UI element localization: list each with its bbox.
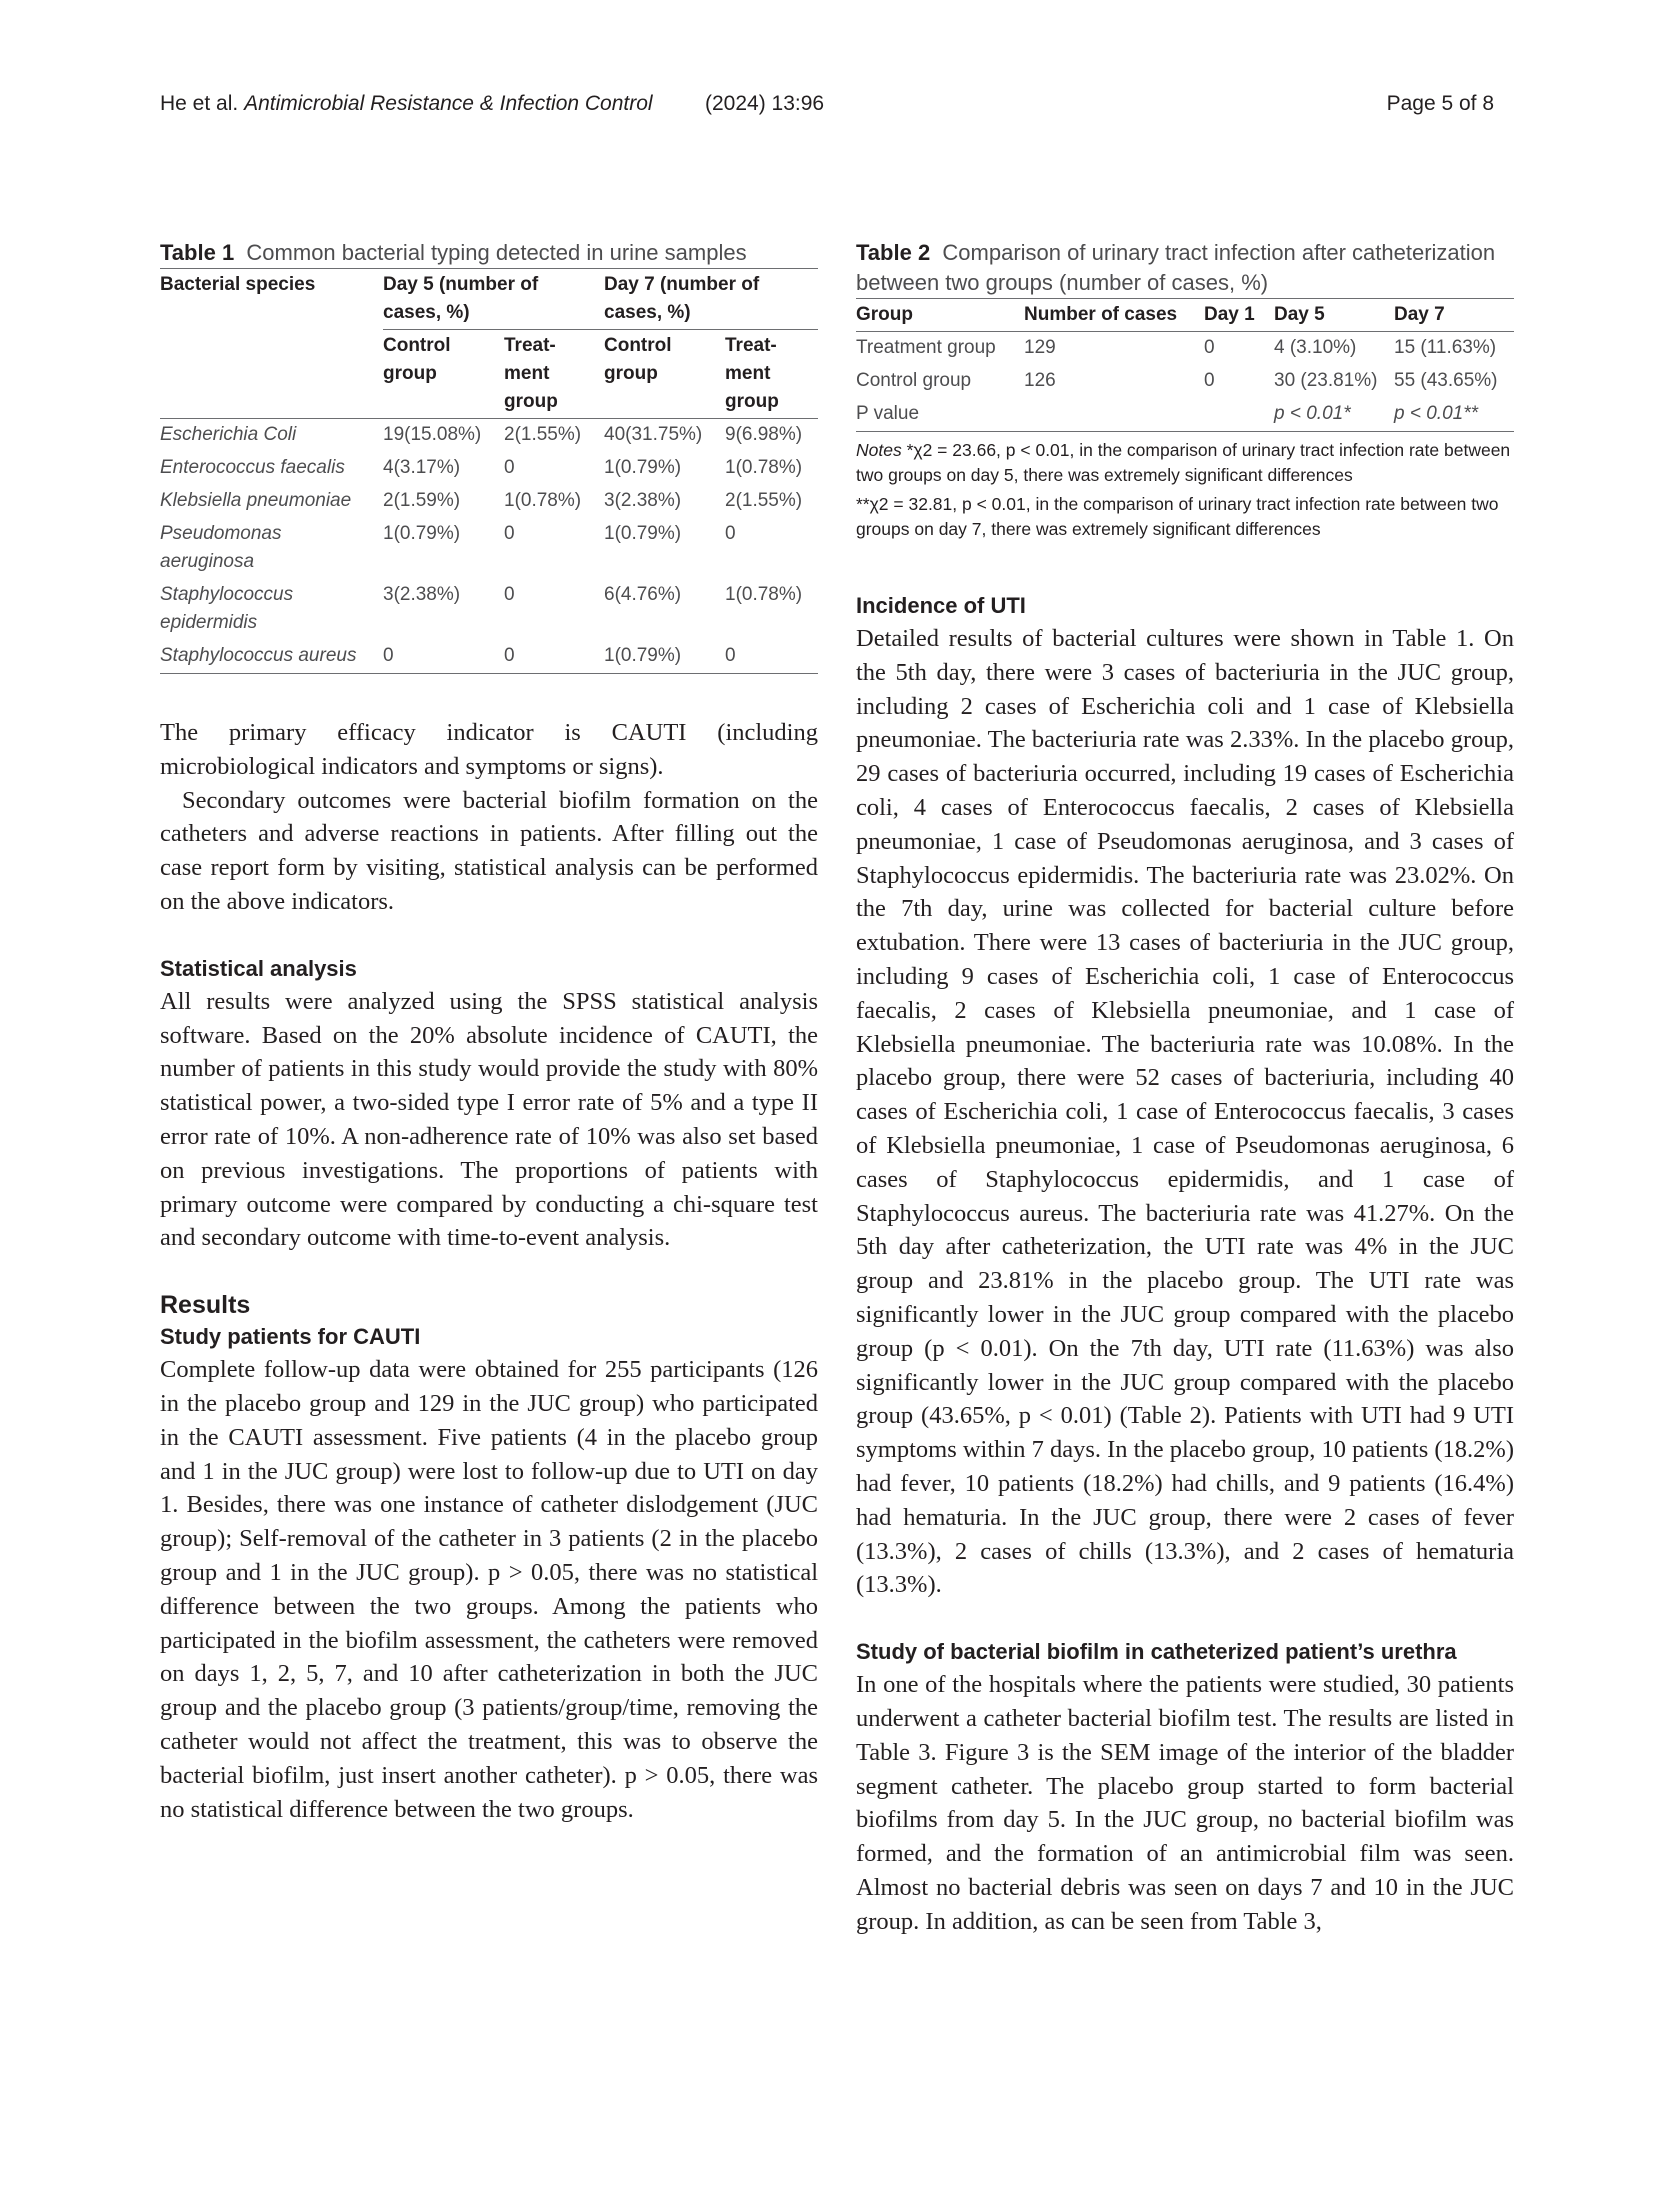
table2-cell: 0 [1204, 370, 1215, 391]
table2-cell: P value [856, 398, 1024, 432]
table1-cell: 0 [504, 457, 515, 478]
heading-study-patients: Study patients for CAUTI [160, 1324, 421, 1350]
table1-cell: 0 [725, 640, 818, 674]
table2-cell: 0 [1204, 337, 1215, 358]
paragraph-statistical-analysis: All results were analyzed using the SPSS statistical analysis software. Based on the 20% absolute incidence of CAUTI, the number of patients in this study would provide the study with 80% statistical power, a two-sided type I error rate of 5% and a type II error rate of 10%. A non-adherence rate of 10% was also set based on previous investigations. The proportions of patients with primary outcome were compared by conducting a chi-square test and secondary outcome with time-to-event analysis. [160, 987, 818, 1252]
table2-col-day7: Day 7 [1394, 299, 1514, 332]
table2-col-day5: Day 5 [1274, 299, 1394, 332]
table1-cell: 2(1.55%) [725, 490, 803, 511]
heading-bacterial-biofilm: Study of bacterial biofilm in catheterized patient’s urethra [856, 1639, 1457, 1665]
table1-cell: 1(0.78%) [725, 457, 803, 478]
table1-cell: 3(2.38%) [604, 490, 682, 511]
table1-sub-control-day7: Control group [604, 330, 725, 419]
table1-cell: 2(1.55%) [504, 424, 582, 445]
table1-sub-control-day5: Control group [383, 330, 504, 419]
table2-cell [1204, 398, 1274, 432]
table2-cell [1024, 398, 1204, 432]
journal-citation [160, 92, 653, 116]
table2-label: Table 2 [856, 240, 931, 265]
table1 [160, 268, 818, 674]
table1-col-day5: Day 5 (number of cases, %) [383, 269, 604, 330]
table1-cell: 0 [725, 523, 736, 544]
table1-cell: 1(0.79%) [383, 523, 461, 544]
table2-header-row [856, 299, 1514, 332]
table2-note2: **χ2 = 32.81, p < 0.01, in the comparison of urinary tract infection rate between two groups on day 7, there was extremely significant differences [856, 494, 1499, 539]
table1-cell: 3(2.38%) [383, 584, 461, 605]
table2-col-group: Group [856, 299, 1024, 332]
table1-cell: 6(4.76%) [604, 584, 682, 605]
table-row [160, 452, 818, 485]
table1-caption [160, 238, 818, 268]
table1-cell: Staphylococcus aureus [160, 640, 383, 674]
table1-col-species: Bacterial species [160, 269, 383, 330]
table1-cell: 1(0.79%) [604, 523, 682, 544]
table2-cell: p < 0.01* [1274, 398, 1394, 432]
table-row [856, 365, 1514, 398]
table1-cell: 19(15.08%) [383, 424, 482, 445]
table1-cell: 4(3.17%) [383, 457, 461, 478]
table1-cell: 0 [504, 640, 604, 674]
table2-cell: Treatment group [856, 337, 996, 358]
table1-cell: 1(0.79%) [604, 457, 682, 478]
table-row [160, 485, 818, 518]
header-authors: He et al. [160, 92, 239, 115]
table-row [160, 419, 818, 453]
table1-sub-treatment-day7: Treat-ment group [725, 330, 818, 419]
table1-cell: Enterococcus faecalis [160, 457, 345, 478]
right-column [856, 238, 1514, 1938]
table2-cell: 129 [1024, 337, 1056, 358]
page-number: Page 5 of 8 [1386, 92, 1494, 115]
table-row [160, 518, 818, 579]
paragraph-secondary-outcomes: Secondary outcomes were bacterial biofilm formation on the catheters and adverse reactions in patients. After filling out the case report form by visiting, statistical analysis can be performed on the above indicators. [160, 786, 818, 915]
table-row [856, 332, 1514, 366]
table1-cell: 2(1.59%) [383, 490, 461, 511]
table2-notes [856, 438, 1514, 488]
paragraph-bacterial-biofilm: In one of the hospitals where the patients were studied, 30 patients underwent a catheter bacterial biofilm test. The results are listed in Table 3. Figure 3 is the SEM image of the interior of the bladder segment catheter. The placebo group started to form bacterial biofilms from day 5. In the JUC group, no bacterial biofilm was formed, and the formation of an antimicrobial film was seen. Almost no bacterial debris was seen on days 7 and 10 in the JUC group. In addition, as can be seen from Table 3, [856, 1671, 1514, 1935]
heading-incidence-uti: Incidence of UTI [856, 593, 1026, 618]
header-year-ref: (2024) 13:96 [705, 92, 825, 115]
heading-results: Results [160, 1291, 251, 1320]
table1-cell: 40(31.75%) [604, 424, 703, 445]
table2-notes-label: Notes [856, 440, 902, 460]
table2-note1: *χ2 = 23.66, p < 0.01, in the comparison of urinary tract infection rate between two groups on day 5, there was extremely significant differences [856, 440, 1511, 485]
heading-statistical-analysis: Statistical analysis [160, 955, 357, 981]
table2-cell: 15 (11.63%) [1394, 337, 1497, 358]
table1-caption-text: Common bacterial typing detected in urine samples [246, 240, 747, 265]
table-row [160, 640, 818, 674]
table1-cell: 0 [383, 640, 504, 674]
running-header [160, 92, 1494, 122]
table1-header-row [160, 269, 818, 330]
paragraph-incidence-uti: Detailed results of bacterial cultures were shown in Table 1. On the 5th day, there were 3 cases of bacteriuria in the JUC group, including 2 cases of Escherichia coli and 1 case of Klebsiella pneumoniae. The bacteriuria rate was 2.33%. In the placebo group, 29 cases of bacteriuria occurred, including 19 cases of Escherichia coli, 4 cases of Enterococcus faecalis, 2 cases of Klebsiella pneumoniae, 1 case of Pseudomonas aeruginosa, and 3 cases of Staphylococcus epidermidis. The bacteriuria rate was 23.02%. On the 7th day, urine was collected for bacterial culture before extubation. There were 13 cases of bacteriuria in the JUC group, including 9 cases of Escherichia coli, 1 case of Enterococcus faecalis, 2 cases of Klebsiella pneumoniae, and 1 case of Klebsiella pneumoniae. The bacteriuria rate was 10.08%. In the placebo group, there were 52 cases of bacteriuria, including 40 cases of Escherichia coli, 1 case of Enterococcus faecalis, 3 cases of Klebsiella pneumoniae, 1 case of Pseudomonas aeruginosa, 6 cases of Staphylococcus epidermidis, and 1 case of Staphylococcus aureus. The bacteriuria rate was 41.27%. On the 5th day after catheterization, the UTI rate was 4% in the JUC group and 23.81% in the placebo group. The UTI rate was significantly lower in the JUC group compared with the placebo group (p < 0.01). On the 7th day, UTI rate (11.63%) was also significantly lower in the JUC group compared with the placebo group (43.65%, p < 0.01) (Table 2). Patients with UTI had 9 UTI symptoms within 7 days. In the placebo group, 10 patients (18.2%) had fever, 10 patients (18.2%) had chills, and 9 patients (16.4%) had hematuria. In the JUC group, there were 2 cases of fever (13.3%), 2 cases of chills (13.3%), and 2 cases of hematuria (13.3%). [856, 625, 1514, 1599]
table1-cell: Staphylococcus epidermidis [160, 584, 294, 633]
table1-sub-treatment-day5: Treat-ment group [504, 330, 604, 419]
table-row [856, 398, 1514, 432]
paragraph-study-patients: Complete follow-up data were obtained for 255 participants (126 in the placebo group and 129 in the JUC group) who participated in the CAUTI assessment. Five patients (4 in the placebo group and 1 in the JUC group) were lost to follow-up due to UTI on day 1. Besides, there was one instance of catheter dislodgement (JUC group); Self-removal of the catheter in 3 patients (2 in the placebo group and 1 in the JUC group). p > 0.05, there was no statistical difference between the two groups. Among the patients who participated in the biofilm assessment, the catheters were removed on days 1, 2, 5, 7, and 10 after catheterization in both the JUC group and the placebo group (3 patients/group/time, removing the catheter would not affect the treatment, this was to observe the bacterial biofilm, just insert another catheter). p > 0.05, there was no statistical difference between the two groups. [160, 1356, 818, 1823]
table1-cell: Klebsiella pneumoniae [160, 490, 352, 511]
table2-cell: p < 0.01** [1394, 398, 1514, 432]
table1-cell: 1(0.79%) [604, 640, 725, 674]
table2-caption-text: Comparison of urinary tract infection after catheterization between two groups (number of cases, %) [856, 240, 1496, 295]
table1-cell: 9(6.98%) [725, 424, 803, 445]
table1-cell: 0 [504, 584, 515, 605]
table2-col-number: Number of cases [1024, 299, 1204, 332]
table1-cell: Escherichia Coli [160, 424, 297, 445]
left-column [160, 238, 818, 1826]
table2-cell: Control group [856, 370, 972, 391]
table2-cell: 30 (23.81%) [1274, 370, 1378, 391]
table1-subheader-row [160, 330, 818, 419]
table1-cell: 1(0.78%) [504, 490, 582, 511]
table-row [160, 579, 818, 640]
table1-cell: Pseudomonas aeruginosa [160, 523, 282, 572]
table2-col-day1: Day 1 [1204, 299, 1274, 332]
header-journal: Antimicrobial Resistance & Infection Control [244, 92, 653, 115]
table2-cell: 55 (43.65%) [1394, 370, 1498, 391]
table2-cell: 126 [1024, 370, 1056, 391]
paragraph-primary-efficacy: The primary efficacy indicator is CAUTI (including microbiological indicators and symptoms or signs). [160, 719, 818, 780]
table2-caption [856, 238, 1514, 298]
table2 [856, 298, 1514, 432]
table1-cell: 1(0.78%) [725, 584, 803, 605]
table1-cell: 0 [504, 523, 515, 544]
table1-col-day7: Day 7 (number of cases, %) [604, 269, 818, 330]
table1-label: Table 1 [160, 240, 235, 265]
table2-cell: 4 (3.10%) [1274, 337, 1357, 358]
